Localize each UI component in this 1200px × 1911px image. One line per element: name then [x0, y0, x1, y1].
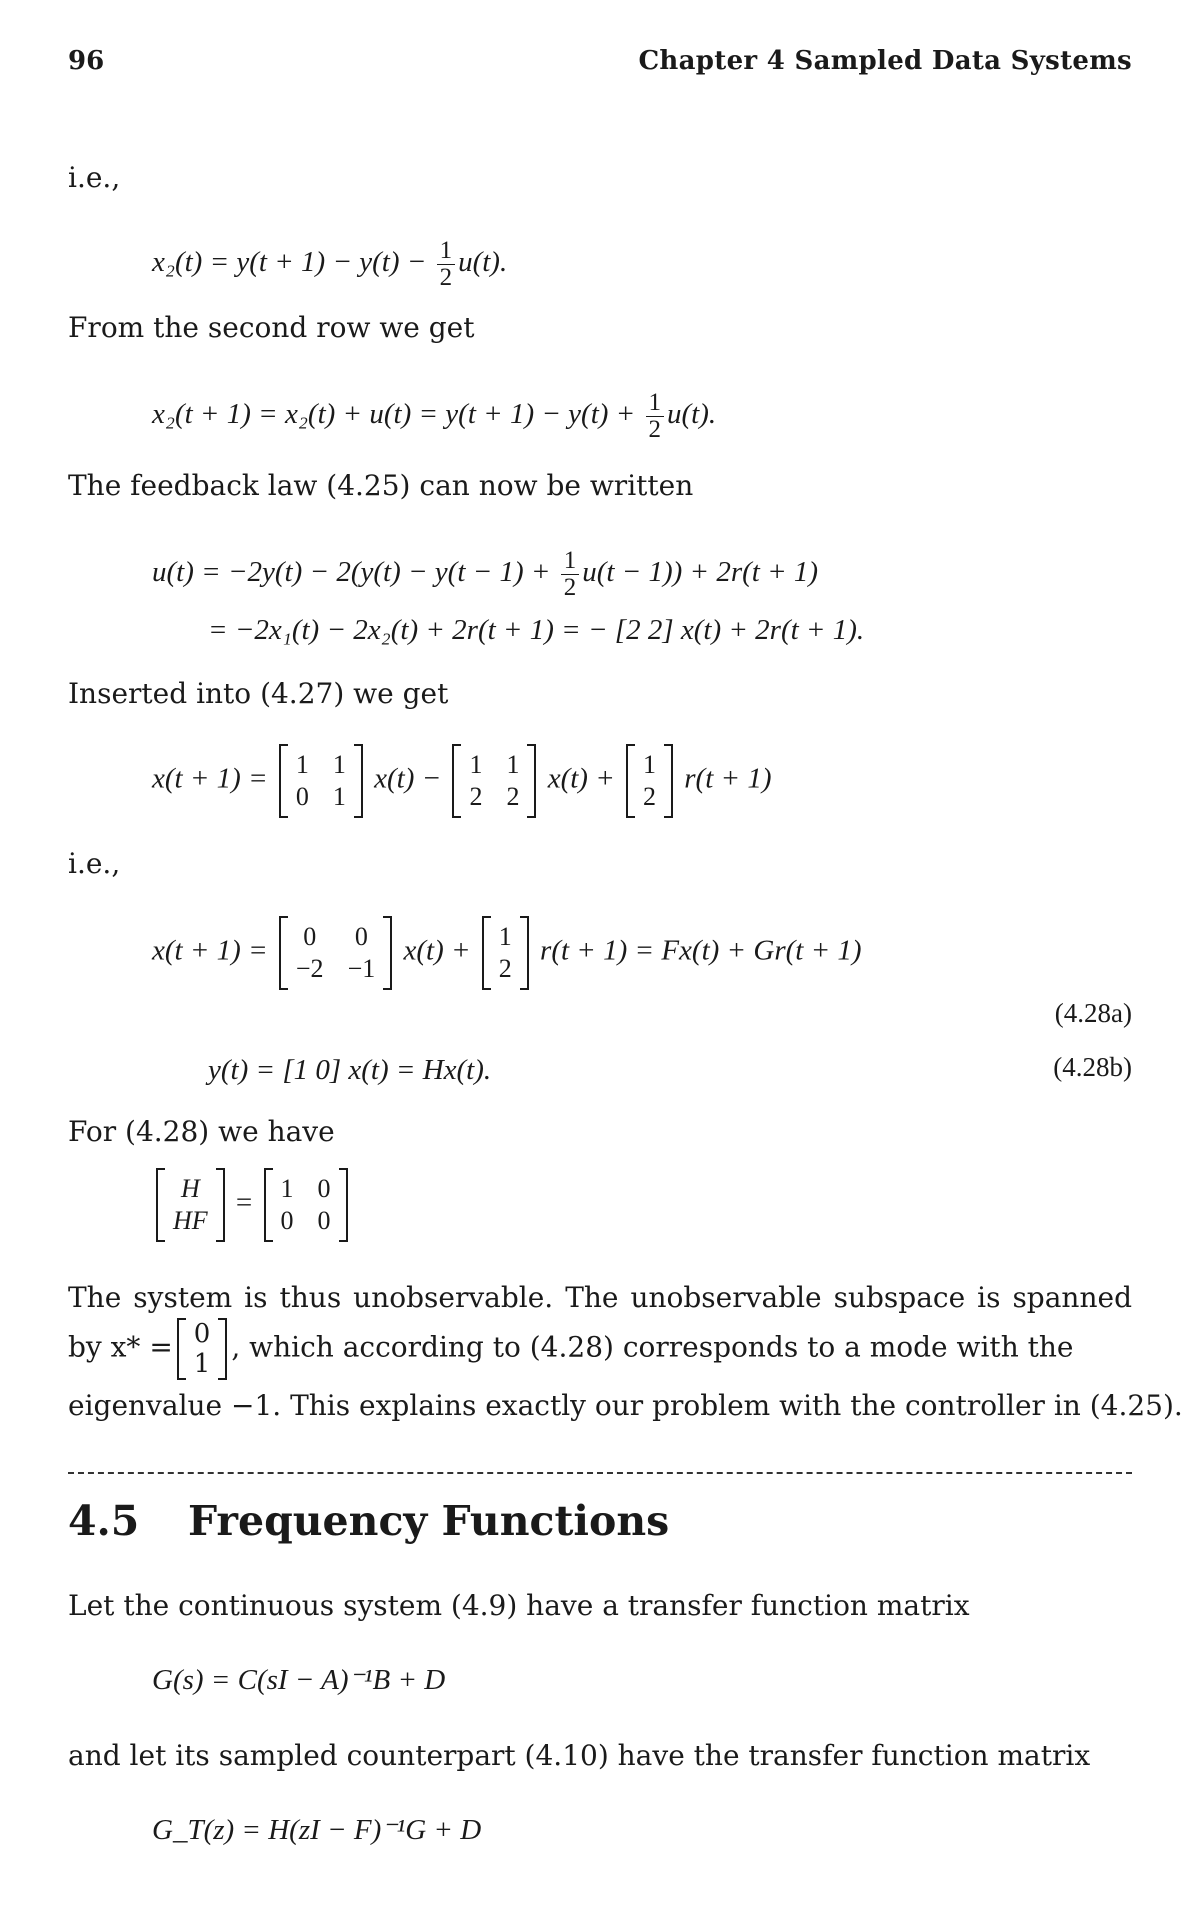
eq-feedback2-body: = −2x₁(t) − 2x₂(t) + 2r(t + 1) = − [2 2] x(t) + 2r(t + 1).: [208, 614, 865, 646]
eq-x2next-body: x₂(t + 1) = x₂(t) + u(t) = y(t + 1) − y(t) +: [152, 398, 643, 431]
eq-state1-tail: r(t + 1): [684, 762, 772, 795]
text-mode-tail: , which according to (4.28) corresponds to a mode with the: [231, 1330, 1074, 1364]
matrix-k: 1 1 2 2: [452, 744, 536, 818]
matrix-a: 1 1 0 1: [279, 744, 363, 818]
eq-state1-mid2: x(t) +: [547, 762, 615, 795]
eq-output-body: y(t) = [1 0] x(t) = Hx(t).: [208, 1054, 492, 1086]
vector-b: 1 2: [626, 744, 673, 818]
eq-gtz-body: G_T(z) = H(zI − F)⁻¹G + D: [152, 1814, 482, 1846]
equation-feedback-1: [152, 548, 818, 601]
equation-feedback-2: [208, 612, 864, 648]
equation-output: [208, 1052, 491, 1088]
eq-state1-lhs: x(t + 1) =: [152, 762, 268, 795]
matrix-h-hf: H HF: [156, 1168, 225, 1242]
vector-g: 1 2: [482, 916, 529, 990]
equation-gs: [152, 1662, 445, 1698]
fraction-half: $\frac{1}{2}$: [561, 548, 580, 601]
section-divider: [68, 1472, 1132, 1474]
eq-state2-lhs: x(t + 1) =: [152, 934, 268, 967]
fraction-half: $\frac{1}{2}$: [437, 238, 456, 291]
matrix-observability: 1 0 0 0: [264, 1168, 348, 1242]
equation-state-1: [152, 744, 772, 818]
text-sampled-counterpart: and let its sampled counterpart (4.10) have the transfer function matrix: [68, 1739, 1091, 1772]
text-continuous-system: Let the continuous system (4.9) have a transfer function matrix: [68, 1589, 970, 1622]
text-by-xstar: by x* =: [68, 1330, 173, 1364]
eq-x2-tail: u(t).: [458, 246, 508, 279]
eq-x2-body: x₂(t) = y(t + 1) − y(t) −: [152, 246, 434, 279]
chapter-title: Chapter 4 Sampled Data Systems: [638, 46, 1132, 76]
vector-xstar: 0 1: [177, 1318, 228, 1380]
text-second-row: From the second row we get: [68, 311, 475, 344]
eq-state1-mid1: x(t) −: [374, 762, 442, 795]
eq-x2next-tail: u(t).: [667, 398, 717, 431]
text-for-428: For (4.28) we have: [68, 1115, 335, 1148]
equation-number-4-28b: (4.28b): [1053, 1052, 1132, 1082]
text-unobservable-1: The system is thus unobservable. The unobservable subspace is spanned: [68, 1281, 1132, 1314]
matrix-f: 0 0 −2 −1: [279, 916, 392, 990]
page: [68, 0, 1183, 1911]
equation-state-2: [152, 916, 862, 990]
equation-observability: [152, 1168, 352, 1242]
section-title: Frequency Functions: [188, 1497, 670, 1545]
text-ie-2: i.e.,: [68, 847, 121, 880]
section-number: 4.5: [68, 1497, 140, 1545]
eq-feedback1-body: u(t) = −2y(t) − 2(y(t) − y(t − 1) +: [152, 556, 558, 589]
text-unobservable-3: eigenvalue −1. This explains exactly our problem with the controller in (4.25).: [68, 1389, 1183, 1422]
page-number: 96: [68, 46, 105, 76]
eq-gs-body: G(s) = C(sI − A)⁻¹B + D: [152, 1664, 446, 1696]
eq-state2-tail: r(t + 1) = Fx(t) + Gr(t + 1): [540, 934, 862, 967]
equation-gtz: [152, 1812, 481, 1848]
equation-number-4-28a: (4.28a): [1054, 998, 1132, 1028]
text-ie-1: i.e.,: [68, 161, 121, 194]
text-unobservable-2: [68, 1318, 1132, 1380]
equals-sign: =: [235, 1186, 253, 1219]
text-feedback-law: The feedback law (4.25) can now be written: [68, 469, 694, 502]
equation-x2: [152, 238, 507, 291]
eq-state2-mid1: x(t) +: [403, 934, 471, 967]
equation-x2-next: [152, 390, 716, 443]
text-inserted: Inserted into (4.27) we get: [68, 677, 449, 710]
running-header: [68, 46, 1132, 82]
eq-feedback1-tail: u(t − 1)) + 2r(t + 1): [582, 556, 819, 589]
section-heading: [68, 1497, 669, 1545]
fraction-half: $\frac{1}{2}$: [646, 390, 665, 443]
